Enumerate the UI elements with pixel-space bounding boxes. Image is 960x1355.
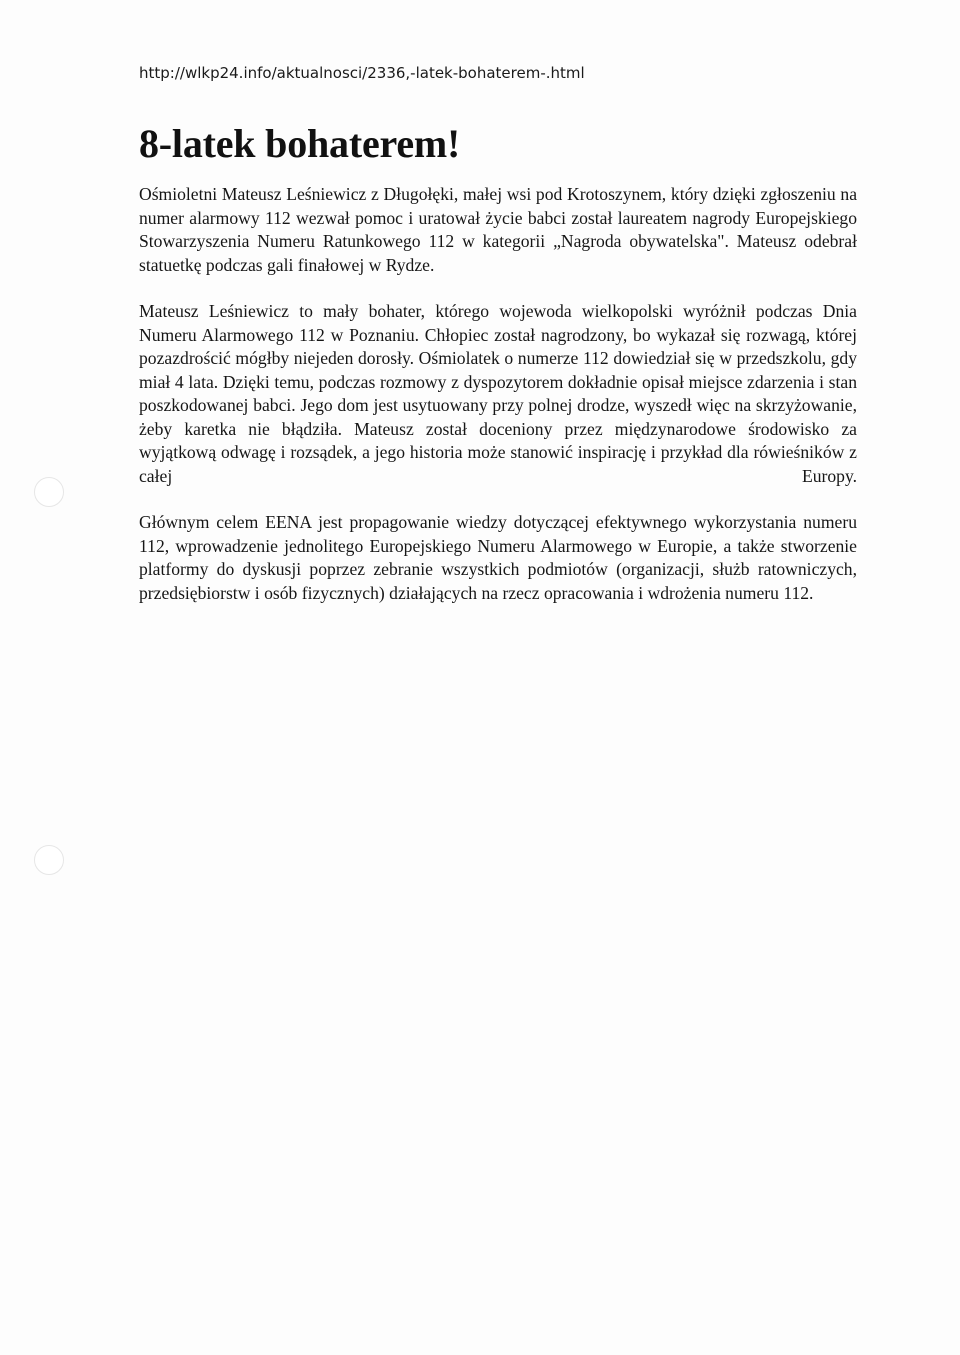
punch-hole-mark [34,477,64,507]
punch-hole-mark [34,845,64,875]
paragraph-eena: Głównym celem EENA jest propagowanie wiedzy dotyczącej efektywnego wykorzystania numeru 112, wprowadzenie jednolitego Europejskiego Numeru Alarmowego w Europie, a także stworzenie platformy do dyskusji poprzez zebranie wszystkich podmiotów (organizacji, służb ratowniczych, przedsiębiorstw i osób fizycznych) działających na rzecz opracowania i wdrożenia numeru 112. [139,512,857,603]
article-body [139,183,857,628]
paragraph-intro: Ośmioletni Mateusz Leśniewicz z Długołęki, małej wsi pod Krotoszynem, który dzięki zgłoszeniu na numer alarmowy 112 wezwał pomoc i uratował życie babci został laureatem nagrody Europejskiego Stowarzyszenia Numeru Ratunkowego 112 w kategorii „Nagroda obywatelska". Mateusz odebrał statuetkę podczas gali finałowej w Rydze. [139,184,857,275]
source-url: http://wlkp24.info/aktualnosci/2336,-latek-bohaterem-.html [139,64,585,82]
article-title: 8-latek bohaterem! [139,121,461,166]
paragraph-story: Mateusz Leśniewicz to mały bohater, którego wojewoda wielkopolski wyróżnił podczas Dnia Numeru Alarmowego 112 w Poznaniu. Chłopiec został nagrodzony, bo wykazał się rozwagą, której pozazdrościć mógłby niejeden dorosły. Ośmiolatek o numerze 112 dowiedział się w przedszkolu, gdy miał 4 lata. Dzięki temu, podczas rozmowy z dyspozytorem dokładnie opisał miejsce zdarzenia i stan poszkodowanej babci. Jego dom jest usytuowany przy polnej drodze, wyszedł więc na skrzyżowanie, żeby karetka nie błądziła. Mateusz został doceniony przez międzynarodowe środowisko za wyjątkową odwagę i rozsądek, a jego historia może stanowić inspirację i przykład dla rówieśników z całej Europy. [139,301,857,486]
